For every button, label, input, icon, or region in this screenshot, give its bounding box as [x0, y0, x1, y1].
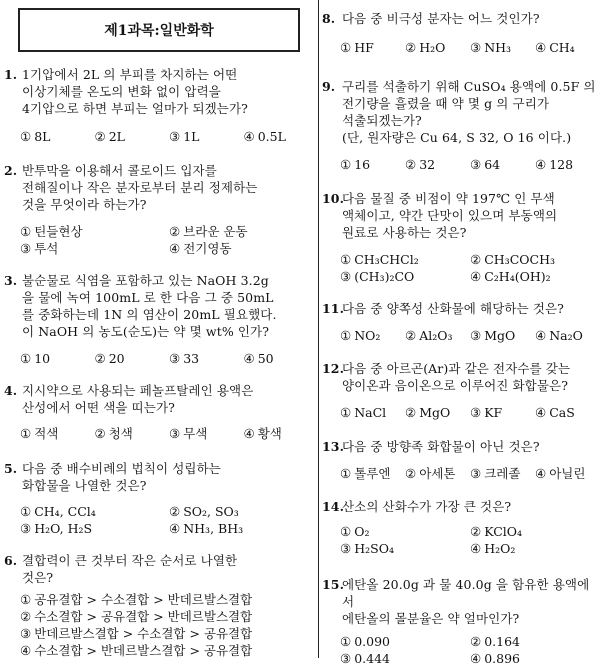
option-2[interactable]: ② 브라운 운동 — [169, 224, 248, 239]
option-3[interactable]: ③ (CH₃)₂CO — [340, 269, 415, 284]
stem-line: 다음 중 비극성 분자는 어느 것인가? — [342, 11, 540, 26]
stem-line: 반투막을 이용해서 콜로이드 입자를 — [22, 163, 217, 178]
options — [0, 350, 318, 367]
option-1[interactable]: ① 적색 — [20, 426, 59, 441]
question-stem — [0, 382, 318, 416]
question-stem — [320, 576, 600, 627]
question-6 — [0, 552, 318, 659]
option-2[interactable]: ② 20 — [94, 351, 125, 366]
question-1 — [0, 66, 318, 145]
option-4[interactable]: ④ Na₂O — [535, 328, 583, 343]
option-4[interactable]: ④ 128 — [535, 157, 574, 172]
option-2[interactable]: ② H₂O — [405, 40, 446, 55]
option-4[interactable]: ④ C₂H₄(OH)₂ — [470, 269, 551, 284]
options — [0, 503, 318, 537]
stem-line: 지시약으로 사용되는 페놀프탈레인 용액은 — [22, 383, 254, 398]
stem-line: 전해질이나 작은 분자로부터 분리 정제하는 — [22, 180, 258, 195]
option-2[interactable]: ② KClO₄ — [470, 524, 523, 539]
option-3[interactable]: ③ 1L — [169, 129, 200, 144]
option-3[interactable]: ③ 반데르발스결합 > 수소결합 > 공유결합 — [20, 626, 253, 641]
section-title-text: 제1과목:일반화학 — [104, 23, 214, 39]
question-number: 13. — [322, 439, 345, 454]
stem-line: 산성에서 어떤 색을 띠는가? — [22, 400, 175, 415]
option-4[interactable]: ④ 수소결합 > 반데르발스결합 > 공유결합 — [20, 643, 253, 658]
options — [320, 251, 600, 285]
option-3[interactable]: ③ 크레졸 — [470, 466, 521, 481]
stem-line: 불순물로 식염을 포함하고 있는 NaOH 3.2g — [22, 273, 269, 288]
question-number: 9. — [322, 79, 336, 94]
options — [320, 327, 600, 344]
question-stem — [0, 460, 318, 494]
question-12 — [320, 360, 600, 421]
question-stem — [320, 300, 600, 317]
right-column — [320, 0, 600, 666]
options — [320, 633, 600, 667]
question-stem — [320, 78, 600, 146]
option-4[interactable]: ④ CaS — [535, 405, 575, 420]
stem-line: 을 물에 녹여 100mL 로 한 다음 그 중 50mL — [22, 290, 274, 305]
option-1[interactable]: ① CH₄, CCl₄ — [20, 504, 96, 519]
question-stem — [320, 498, 600, 515]
option-1[interactable]: ① 10 — [20, 351, 51, 366]
option-2[interactable]: ② 청색 — [94, 426, 133, 441]
option-3[interactable]: ③ NH₃ — [470, 40, 512, 55]
question-stem — [0, 66, 318, 117]
option-3[interactable]: ③ 33 — [169, 351, 200, 366]
stem-line: 양이온과 음이온으로 이루어진 화합물은? — [342, 378, 568, 393]
stem-line: 산소의 산화수가 가장 큰 것은? — [342, 499, 512, 514]
question-stem — [0, 552, 318, 586]
question-stem — [320, 10, 600, 27]
question-number: 2. — [4, 163, 18, 178]
option-4[interactable]: ④ 50 — [243, 351, 274, 366]
stem-line: (단, 원자량은 Cu 64, S 32, O 16 이다.) — [342, 130, 572, 145]
options — [0, 128, 318, 145]
options — [320, 39, 600, 56]
stem-line: 전기량을 흘렸을 때 약 몇 g 의 구리가 — [342, 96, 550, 111]
stem-line: 다음 중 배수비례의 법칙이 성립하는 — [22, 461, 221, 476]
question-number: 1. — [4, 67, 18, 82]
option-3[interactable]: ③ 투석 — [20, 241, 59, 256]
question-stem — [320, 190, 600, 241]
stem-line: 4기압으로 하면 부피는 얼마가 되겠는가? — [22, 101, 248, 116]
option-2[interactable]: ② 0.164 — [470, 634, 521, 649]
option-2[interactable]: ② MgO — [405, 405, 451, 420]
option-2[interactable]: ② CH₃COCH₃ — [470, 252, 555, 267]
option-1[interactable]: ① 틴들현상 — [20, 224, 83, 239]
question-11 — [320, 300, 600, 344]
option-1[interactable]: ① 8L — [20, 129, 51, 144]
options — [320, 404, 600, 421]
option-1[interactable]: ① 공유결합 > 수소결합 > 반데르발스결합 — [20, 592, 253, 607]
option-2[interactable]: ② Al₂O₃ — [405, 328, 453, 343]
stem-line: 이 NaOH 의 농도(순도)는 약 몇 wt% 인가? — [22, 324, 270, 339]
option-4[interactable]: ④ NH₃, BH₃ — [169, 521, 244, 536]
question-number: 4. — [4, 383, 18, 398]
stem-line: 구리를 석출하기 위해 CuSO₄ 용액에 0.5F 의 — [342, 79, 596, 94]
question-stem — [320, 438, 600, 455]
option-1[interactable]: ① 16 — [340, 157, 371, 172]
question-9 — [320, 78, 600, 173]
option-3[interactable]: ③ MgO — [470, 328, 516, 343]
question-stem — [320, 360, 600, 394]
question-number: 5. — [4, 461, 18, 476]
section-title — [18, 8, 300, 52]
option-3[interactable]: ③ 64 — [470, 157, 501, 172]
options — [0, 425, 318, 442]
option-1[interactable]: ① NaCl — [340, 405, 387, 420]
question-13 — [320, 438, 600, 482]
option-4[interactable]: ④ H₂O₂ — [470, 541, 516, 556]
stem-line: 화합물을 나열한 것은? — [22, 478, 147, 493]
option-3[interactable]: ③ 무색 — [169, 426, 208, 441]
question-number: 15. — [322, 577, 345, 592]
option-4[interactable]: ④ 황색 — [243, 426, 282, 441]
stem-line: 다음 중 양쪽성 산화물에 해당하는 것은? — [342, 301, 564, 316]
question-10 — [320, 190, 600, 285]
stem-line: 를 중화하는데 1N 의 염산이 20mL 필요했다. — [22, 307, 277, 322]
options — [320, 523, 600, 557]
option-1[interactable]: ① O₂ — [340, 524, 370, 539]
options — [320, 156, 600, 173]
column-divider — [318, 0, 319, 658]
option-3[interactable]: ③ 0.444 — [340, 651, 391, 666]
stem-line: 다음 물질 중 비점이 약 197℃ 인 무색 — [342, 191, 555, 206]
option-3[interactable]: ③ H₂O, H₂S — [20, 521, 93, 536]
option-4[interactable]: ④ 0.5L — [243, 129, 286, 144]
option-3[interactable]: ③ KF — [470, 405, 503, 420]
question-4 — [0, 382, 318, 442]
stem-line: 1기압에서 2L 의 부피를 차지하는 어떤 — [22, 67, 238, 82]
stem-line: 다음 중 방향족 화합물이 아닌 것은? — [342, 439, 540, 454]
question-stem — [0, 272, 318, 340]
stem-line: 원료로 사용하는 것은? — [342, 225, 467, 240]
option-2[interactable]: ② 아세톤 — [405, 466, 456, 481]
option-1[interactable]: ① CH₃CHCl₂ — [340, 252, 419, 267]
stem-line: 이상기체를 온도의 변화 없이 압력을 — [22, 84, 221, 99]
question-2 — [0, 162, 318, 257]
question-number: 11. — [322, 301, 345, 316]
option-1[interactable]: ① 톨루엔 — [340, 466, 391, 481]
option-4[interactable]: ④ CH₄ — [535, 40, 575, 55]
option-3[interactable]: ③ H₂SO₄ — [340, 541, 394, 556]
options — [320, 465, 600, 482]
option-2[interactable]: ② 수소결합 > 공유결합 > 반데르발스결합 — [20, 609, 253, 624]
question-15 — [320, 576, 600, 667]
option-1[interactable]: ① NO₂ — [340, 328, 381, 343]
question-number: 10. — [322, 191, 345, 206]
stem-line: 것은? — [22, 570, 54, 585]
question-number: 6. — [4, 553, 18, 568]
option-1[interactable]: ① HF — [340, 40, 374, 55]
stem-line: 결합력이 큰 것부터 작은 순서로 나열한 — [22, 553, 238, 568]
stem-line: 에탄올 20.0g 과 물 40.0g 을 함유한 용액에서 — [342, 577, 590, 609]
question-8 — [320, 10, 600, 56]
option-1[interactable]: ① 0.090 — [340, 634, 391, 649]
options — [0, 591, 318, 659]
question-number: 14. — [322, 499, 345, 514]
option-4[interactable]: ④ 전기영동 — [169, 241, 232, 256]
option-4[interactable]: ④ 0.896 — [470, 651, 521, 666]
stem-line: 액체이고, 약간 단맛이 있으며 부동액의 — [342, 208, 558, 223]
option-2[interactable]: ② 32 — [405, 157, 436, 172]
options — [0, 223, 318, 257]
question-number: 12. — [322, 361, 345, 376]
stem-line: 다음 중 아르곤(Ar)과 같은 전자수를 갖는 — [342, 361, 571, 376]
option-2[interactable]: ② SO₂, SO₃ — [169, 504, 239, 519]
question-stem — [0, 162, 318, 213]
question-number: 3. — [4, 273, 18, 288]
question-5 — [0, 460, 318, 537]
question-14 — [320, 498, 600, 557]
question-3 — [0, 272, 318, 367]
stem-line: 석출되겠는가? — [342, 113, 422, 128]
stem-line: 것을 무엇이라 하는가? — [22, 197, 147, 212]
question-number: 8. — [322, 11, 336, 26]
stem-line: 에탄올의 몰분율은 약 얼마인가? — [342, 611, 520, 626]
option-2[interactable]: ② 2L — [94, 129, 125, 144]
option-4[interactable]: ④ 아닐린 — [535, 466, 586, 481]
